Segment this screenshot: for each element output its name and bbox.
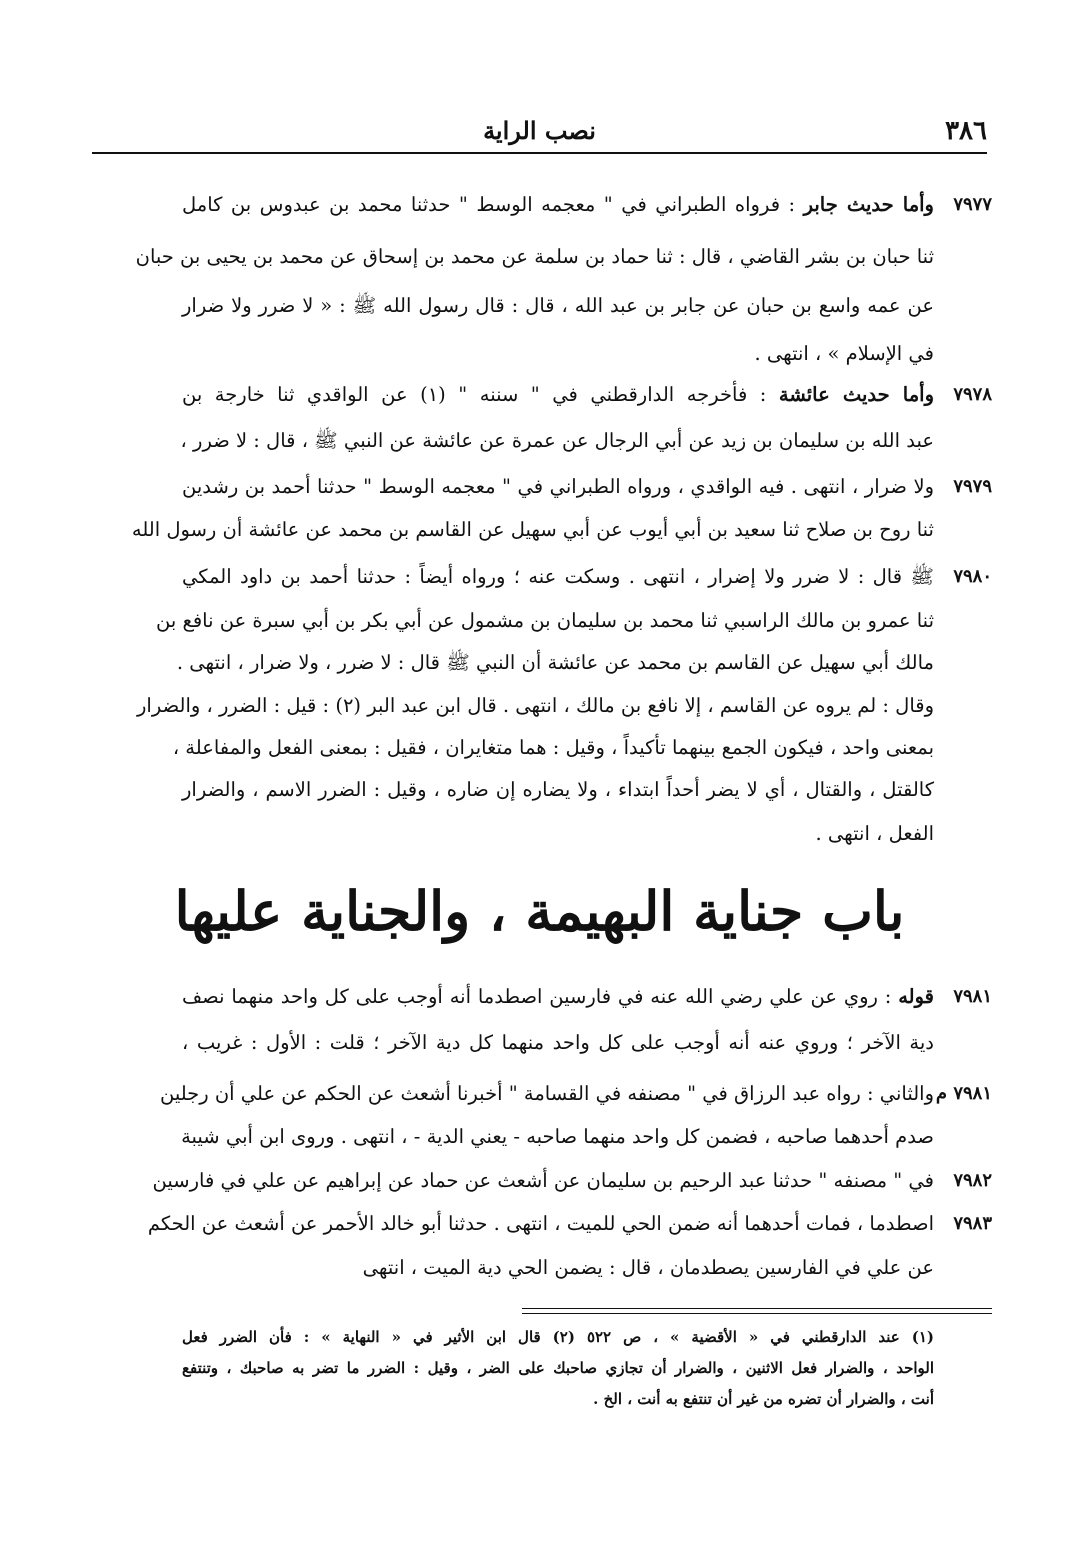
line-text: دية الآخر ؛ وروي عنه أنه أوجب على كل واحد منهما كل دية الآخر ؛ قلت : الأول : غريب ،: [182, 1031, 934, 1054]
line-text: ﷺ قال : لا ضرر ولا إضرار ، انتهى . وسكت عنه ؛ ورواه أيضاً : حدثنا أحمد بن داود المكي: [182, 565, 934, 588]
text-line: [182, 466, 934, 508]
hadith-number: [928, 1247, 992, 1289]
text-line: [182, 1022, 934, 1064]
hadith-number: [928, 509, 992, 551]
lead-phrase: وأما حديث عائشة: [778, 383, 934, 406]
text-line: [182, 285, 934, 327]
hadith-number: [928, 600, 992, 642]
text-line: [182, 556, 934, 598]
line-text: صدم أحدهما صاحبه ، فضمن كل واحد منهما صاحبه - يعني الدية - ، انتهى . وروى ابن أبي شيبة: [181, 1125, 934, 1148]
line-text: : فأخرجه الدارقطني في " سننه " (١) عن الواقدي ثنا خارجة بن: [182, 383, 779, 406]
text-line: [131, 509, 934, 551]
line-text: في الإسلام » ، انتهى .: [754, 342, 934, 365]
line-text: والثاني : رواه عبد الرزاق في " مصنفه في القسامة " أخبرنا أشعث عن الحكم عن علي أن رجلين: [159, 1082, 934, 1105]
text-line: [182, 420, 934, 462]
text-line: [172, 727, 934, 769]
line-text: اصطدما ، فمات أحدهما أنه ضمن الحي للميت ، انتهى . حدثنا أبو خالد الأحمر عن أشعث عن الحكم: [147, 1212, 934, 1235]
running-title: نصب الراية: [483, 116, 596, 145]
line-text: في " مصنفه " حدثنا عبد الرحيم بن سليمان عن أشعث عن حماد عن إبراهيم عن علي في فارسين: [152, 1169, 934, 1192]
hadith-number: [928, 813, 992, 855]
text-line: [182, 769, 934, 811]
line-text: ثنا حبان بن بشر القاضي ، قال : ثنا حماد بن سلمة عن محمد بن إسحاق عن محمد بن يحيى بن حبان: [135, 245, 934, 268]
hadith-number: [928, 420, 992, 462]
text-line: [182, 1116, 934, 1158]
text-line: [176, 642, 934, 684]
line-text: ثنا عمرو بن مالك الراسبي ثنا محمد بن سليمان بن مشمول عن أبي بكر بن أبي سبرة عن نافع بن: [156, 609, 934, 632]
lead-phrase: وأما حديث جابر: [803, 193, 934, 216]
line-text: كالقتل ، والقتال ، أي لا يضر أحداً ابتداء ، ولا يضاره إن ضاره ، وقيل : الضرر الاسم ، والضرار: [182, 778, 934, 801]
line-text: بمعنى واحد ، فيكون الجمع بينهما تأكيداً ، وقيل : هما متغايران ، فقيل : بمعنى الفعل والمفاعلة ،: [172, 736, 934, 759]
hadith-number: [928, 1116, 992, 1158]
footnote-line: الواحد ، والضرار فعل الاثنين ، والضرار أن تجازي صاحبك على الضر ، وقيل : الضرر ما تضر به صاحبك ، وتنتفع: [182, 1359, 934, 1377]
line-text: عن علي في الفارسين يصطدمان ، قال : يضمن الحي دية الميت ، انتهى: [362, 1256, 934, 1279]
footnote-line: أنت ، والضرار أن تضره من غير أن تنتفع به أنت ، الخ .: [593, 1390, 934, 1408]
text-line: [135, 236, 934, 278]
text-line: [156, 600, 934, 642]
text-line: [152, 1160, 934, 1202]
text-line: [159, 1073, 934, 1115]
chapter-heading: باب جناية البهيمة ، والجناية عليها: [174, 879, 905, 943]
hadith-number: [928, 642, 992, 684]
text-line: [147, 1203, 934, 1245]
hadith-number: ٧٩٨١ م: [935, 1083, 992, 1104]
hadith-number: [928, 769, 992, 811]
hadith-number: ٧٩٨١: [953, 986, 992, 1007]
text-line: [182, 184, 934, 226]
hadith-number: ٧٩٧٨: [953, 384, 992, 405]
line-text: ثنا روح بن صلاح ثنا سعيد بن أبي أيوب عن أبي سهيل عن القاسم بن محمد عن عائشة أن رسول الله: [131, 518, 934, 541]
hadith-number: [928, 727, 992, 769]
hadith-number: [928, 236, 992, 278]
text-line: [182, 976, 934, 1018]
hadith-number: [928, 285, 992, 327]
line-text: ولا ضرار ، انتهى . فيه الواقدي ، ورواه الطبراني في " معجمه الوسط " حدثنا أحمد بن رشدين: [182, 475, 934, 498]
hadith-number: ٧٩٧٩: [953, 476, 992, 497]
footnote-separator: [522, 1308, 992, 1309]
line-text: الفعل ، انتهى .: [815, 822, 934, 845]
hadith-number: [928, 1022, 992, 1064]
hadith-number: ٧٩٨٣: [953, 1213, 992, 1234]
line-text: : فرواه الطبراني في " معجمه الوسط " حدثنا محمد بن عبدوس بن كامل: [182, 193, 804, 216]
text-line: [137, 685, 934, 727]
footnote-line: (١) عند الدارقطني في « الأقضية » ، ص ٥٢٢ (٢) قال ابن الأثير في « النهاية » : فأن الضرر فعل: [182, 1328, 935, 1346]
text-line: [182, 813, 934, 855]
line-text: عن عمه واسع بن حبان عن جابر بن عبد الله ، قال : قال رسول الله ﷺ : « لا ضرر ولا ضرار: [182, 294, 934, 317]
page-header: [92, 112, 987, 154]
hadith-number: [928, 685, 992, 727]
hadith-number: [928, 333, 992, 375]
line-text: مالك أبي سهيل عن القاسم بن محمد عن عائشة أن النبي ﷺ قال : لا ضرر ، ولا ضرار ، انتهى .: [176, 651, 934, 674]
hadith-number: ٧٩٨٠: [953, 566, 992, 587]
page-number: ٣٨٦: [945, 116, 987, 146]
text-line: [182, 1247, 934, 1289]
text-line: [182, 374, 934, 416]
lead-phrase: قوله: [898, 985, 934, 1008]
hadith-number: ٧٩٧٧: [953, 194, 992, 215]
line-text: عبد الله بن سليمان بن زيد عن أبي الرجال عن عمرة عن عائشة عن النبي ﷺ ، قال : لا ضرر ،: [180, 429, 934, 452]
text-line: [182, 333, 934, 375]
line-text: : روي عن علي رضي الله عنه في فارسين اصطدما أنه أوجب على كل واحد منهما نصف: [182, 985, 899, 1008]
footnote-separator: [522, 1313, 992, 1314]
line-text: وقال : لم يروه عن القاسم ، إلا نافع بن مالك ، انتهى . قال ابن عبد البر (٢) : قيل : الضرر ، والضرار: [137, 694, 934, 717]
hadith-number: ٧٩٨٢: [953, 1170, 992, 1191]
